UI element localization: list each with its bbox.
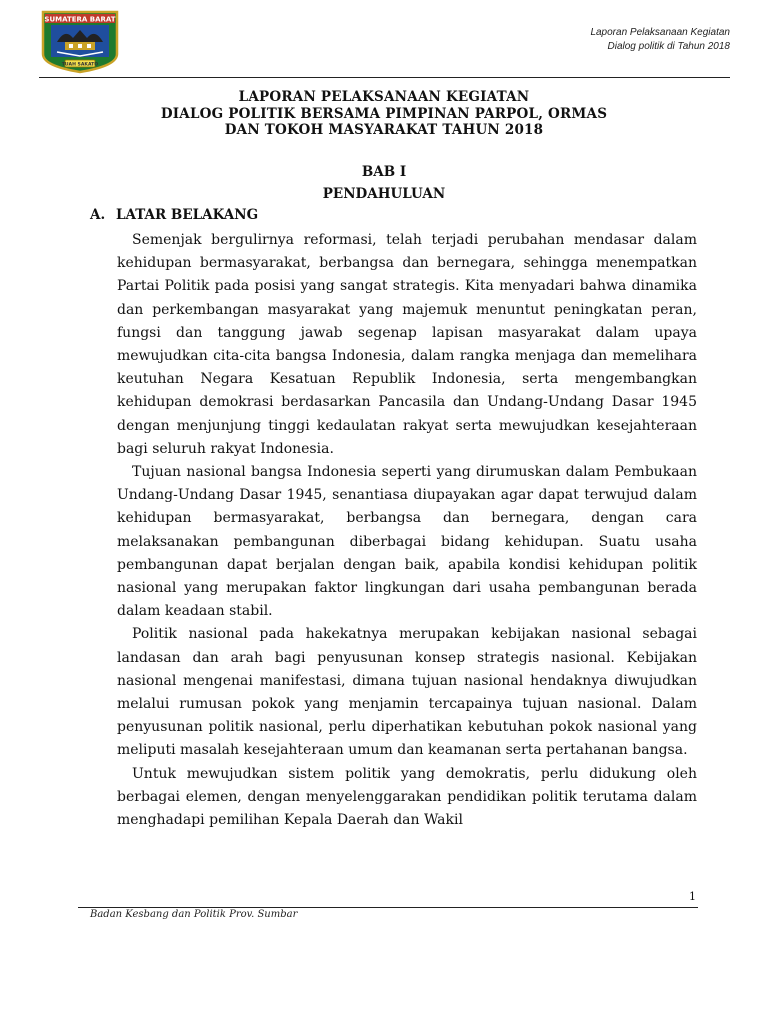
logo-motto: TUAH SAKATO [61,62,99,68]
running-header-line2: Dialog politik di Tahun 2018 [607,41,730,52]
paragraph: Tujuan nasional bangsa Indonesia seperti yang dirumuskan dalam Pembukaan Undang-Undang Dasar 1945, senantiasa diupayakan agar dapat terwujud dalam kehidupan bermasyarakat, berbangsa dan bernegara, dengan cara melaksanakan pembangunan diberbagai bidang kehidupan. Suatu usaha pembangunan dapat berjalan dengan baik, apabila kondisi kehidupan politik nasional yang merupakan faktor lingkungan dari usaha pembangunan berada dalam keadaan stabil. [117,464,697,620]
section-title: LATAR BELAKANG [116,207,259,223]
footer-divider [78,907,698,908]
header-divider [39,77,730,78]
chapter-title: PENDAHULUAN [322,186,446,202]
page-number: 1 [689,890,696,903]
paragraph: Semenjak bergulirnya reformasi, telah terjadi perubahan mendasar dalam kehidupan bermasyarakat, berbangsa dan bernegara, sehingga menempatkan Partai Politik pada posisi yang sangat strategis. Kita menyadari bahwa dinamika dan perkembangan masyarakat yang majemuk menuntut peningkatan peran, fungsi dan tanggung jawab segenap lapisan masyarakat dalam upaya mewujudkan cita-cita bangsa Indonesia, dalam rangka menjaga dan memelihara keutuhan Negara Kesatuan Republik Indonesia, serta mengembangkan kehidupan demokrasi berdasarkan Pancasila dan Undang-Undang Dasar 1945 dengan menjunjung tinggi kedaulatan rakyat serta mewujudkan kesejahteraan bagi seluruh rakyat Indonesia. [117,232,697,457]
title-line-3: DAN TOKOH MASYARAKAT TAHUN 2018 [224,122,544,138]
section-heading [90,207,258,223]
document-title [80,89,688,139]
running-header-line1: Laporan Pelaksanaan Kegiatan [590,27,730,38]
sumbar-emblem-logo [39,8,121,74]
chapter-heading: BAB I [361,164,407,180]
logo-label: SUMATERA BARAT [44,15,116,24]
title-line-2: DIALOG POLITIK BERSAMA PIMPINAN PARPOL, ORMAS [160,105,608,122]
footer-agency-text: Badan Kesbang dan Politik Prov. Sumbar [90,909,298,920]
title-line-1: LAPORAN PELAKSANAAN KEGIATAN [238,89,530,105]
body-text [117,229,697,832]
paragraph: Politik nasional pada hakekatnya merupakan kebijakan nasional sebagai landasan dan arah bagi penyusunan konsep strategis nasional. Kebijakan nasional mengenai manifestasi, dimana tujuan nasional hendaknya diwujudkan melalui rumusan pokok yang menjamin tercapainya tujuan nasional. Dalam penyusunan politik nasional, perlu diperhatikan kebutuhan pokok nasional yang meliputi masalah kesejahteraan umum dan keamanan serta pertahanan bangsa. [117,626,697,759]
paragraph: Untuk mewujudkan sistem politik yang demokratis, perlu didukung oleh berbagai elemen, dengan menyelenggarakan pendidikan politik terutama dalam menghadapi pemilihan Kepala Daerah dan Wakil [117,765,697,829]
section-number: A. [90,207,106,223]
running-header [590,26,730,54]
